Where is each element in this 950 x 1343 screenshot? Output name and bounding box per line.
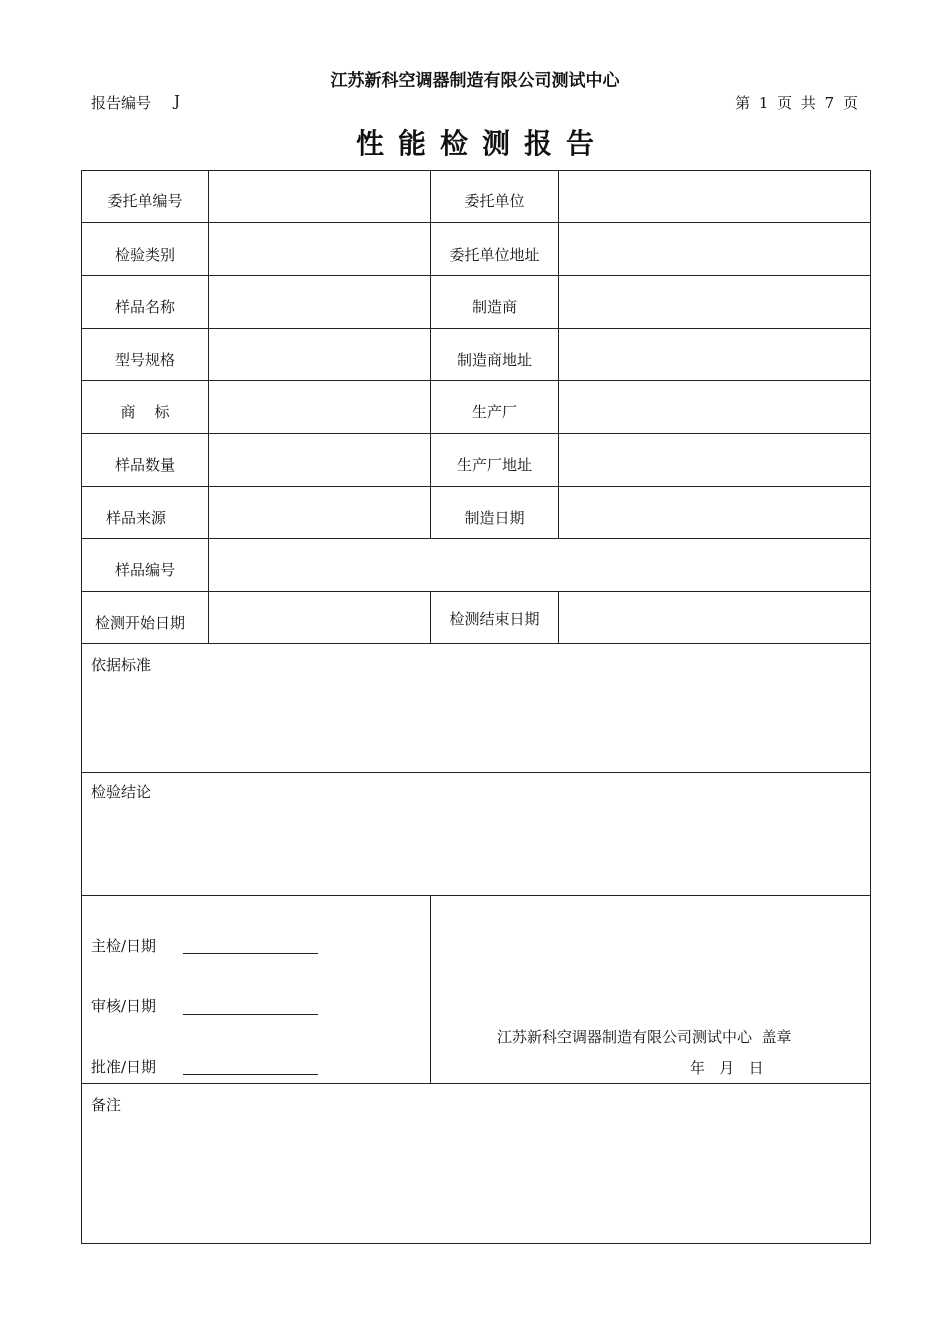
trademark-label: 商 标 [120, 403, 170, 421]
manufacturer-label: 制造商 [471, 298, 517, 316]
manufacture-date-label: 制造日期 [464, 509, 525, 527]
sample-source-label: 样品来源 [106, 509, 167, 527]
remarks-label: 备注 [91, 1096, 122, 1114]
entrust-unit-address-label: 委托单位地址 [449, 246, 540, 264]
row-divider [81, 222, 871, 223]
factory-address-label: 生产厂地址 [456, 456, 532, 474]
row-divider [81, 643, 871, 644]
row-divider [81, 275, 871, 276]
inspection-type-label: 检验类别 [114, 246, 175, 264]
sample-name-label: 样品名称 [114, 298, 175, 316]
row-divider [81, 433, 871, 434]
test-start-date-label: 检测开始日期 [95, 614, 186, 632]
model-spec-label: 型号规格 [114, 351, 175, 369]
approver-label: 批准/日期 [91, 1058, 157, 1076]
row-divider [81, 895, 871, 896]
table-bottom-border [81, 1243, 871, 1244]
sample-number-label: 样品编号 [114, 561, 175, 579]
sample-quantity-label: 样品数量 [114, 456, 175, 474]
approver-signature-line [183, 1074, 318, 1075]
row-divider [81, 538, 871, 539]
entrust-unit-label: 委托单位 [464, 192, 525, 210]
basis-standard-label: 依据标准 [91, 656, 152, 674]
row-divider [81, 380, 871, 381]
entrust-number-label: 委托单编号 [107, 192, 183, 210]
table-top-border [81, 170, 871, 171]
report-number-value: J [174, 92, 181, 110]
column-divider [558, 591, 559, 643]
reviewer-signature-line [183, 1014, 318, 1015]
report-number-label: 报告编号 [91, 94, 152, 112]
reviewer-label: 审核/日期 [91, 997, 157, 1015]
row-divider [81, 772, 871, 773]
column-divider [430, 895, 431, 1083]
company-name: 江苏新科空调器制造有限公司测试中心 [330, 71, 620, 91]
conclusion-label: 检验结论 [91, 783, 152, 801]
column-divider [558, 170, 559, 538]
manufacturer-address-label: 制造商地址 [456, 351, 532, 369]
stamp-date: 年 月 日 [690, 1059, 764, 1077]
factory-label: 生产厂 [471, 403, 517, 421]
stamp-text: 江苏新科空调器制造有限公司测试中心 盖章 [497, 1028, 792, 1046]
document-title: 性能检测报告 [355, 127, 608, 160]
pagination: 第 1 页 共 7 页 [735, 94, 858, 112]
row-divider [81, 591, 871, 592]
row-divider [81, 1083, 871, 1084]
main-inspector-label: 主检/日期 [91, 937, 157, 955]
row-divider [81, 328, 871, 329]
test-end-date-label: 检测结束日期 [449, 610, 540, 628]
column-divider [208, 170, 209, 643]
main-inspector-signature-line [183, 953, 318, 954]
row-divider [81, 486, 871, 487]
